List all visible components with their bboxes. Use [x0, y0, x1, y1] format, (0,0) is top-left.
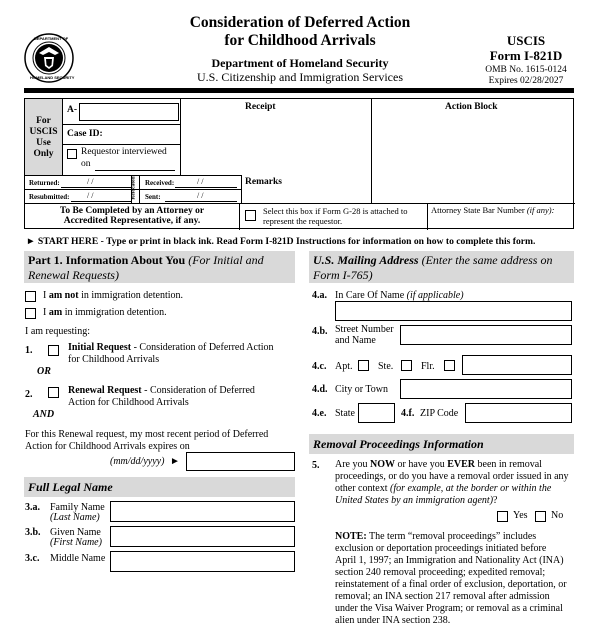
i-am-requesting-label: I am requesting: [25, 326, 90, 337]
attorney-bar-number-field[interactable] [431, 205, 554, 215]
on-date-line [95, 170, 175, 171]
removal-note [335, 531, 567, 627]
for-uscis-use-only: For USCIS Use Only [25, 99, 63, 175]
middle-name-label: Middle Name [50, 553, 106, 564]
item-3c-number: 3.c. [25, 553, 40, 564]
bar-number-hint: (if any): [526, 205, 555, 215]
not-in-detention-label: I am not in immigration detention. [43, 290, 184, 301]
title-line-1: Consideration of Deferred Action [189, 14, 411, 31]
middle-name-input[interactable] [110, 551, 295, 572]
divider [241, 175, 242, 203]
attorney-section-label: To Be Completed by an Attorney or Accredited Representative, if any. [59, 206, 205, 226]
uscis-label: USCIS [506, 33, 546, 48]
state-select[interactable] [358, 403, 395, 423]
note-label: NOTE: [335, 531, 367, 542]
omb-number: OMB No. 1615-0124 [485, 65, 567, 75]
renewal-expiry-text: For this Renewal request, my most recent period of Deferred Action for Childhood Arrivals expires on [25, 429, 269, 452]
item-4d-number: 4.d. [312, 384, 328, 395]
received-label: Received: [145, 179, 175, 187]
case-id-label: Case ID: [67, 129, 103, 139]
divider [427, 203, 428, 230]
city-input[interactable] [400, 379, 572, 399]
renewal-expiry-date-field[interactable] [186, 452, 295, 471]
full-legal-name-heading: Full Legal Name [24, 477, 295, 497]
note-line: April 1, 1997; an Immigration and Nationality Act (INA) [335, 555, 564, 566]
family-name-hint: (Last Name) [50, 512, 100, 523]
divider [63, 124, 180, 125]
seal-text-bottom: HOMELAND SECURITY [30, 75, 75, 80]
flr-checkbox[interactable] [444, 360, 455, 371]
date-line [165, 201, 237, 202]
yes-label: Yes [513, 510, 528, 521]
resubmitted-date: / / [87, 191, 94, 200]
removal-no-checkbox[interactable] [535, 511, 546, 522]
receipt-label: Receipt [245, 102, 276, 112]
care-of-label: In Care Of Name (if applicable) [335, 290, 464, 301]
item-1-number: 1. [25, 345, 33, 356]
apt-checkbox[interactable] [358, 360, 369, 371]
flr-label: Flr. [421, 361, 435, 372]
care-of-name-input[interactable] [335, 301, 572, 321]
received-date: / / [197, 177, 204, 186]
family-name-label: Family Name [50, 502, 105, 513]
form-title [150, 14, 450, 50]
relocated-label: Relocated [131, 175, 140, 203]
item-4f-number: 4.f. [401, 408, 415, 419]
requestor-interviewed-label: Requestor interviewed [81, 147, 167, 157]
removal-yes-checkbox[interactable] [497, 511, 508, 522]
in-detention-checkbox[interactable] [25, 308, 36, 319]
initial-request-label: Initial Request - Consideration of Deferred Action for Childhood Arrivals [68, 342, 274, 365]
note-line: NOTE: The term “removal proceedings” includes [335, 531, 537, 542]
note-line: reinstatement of a final order of exclusion, deportation, or [335, 579, 567, 590]
mailing-address-heading: U.S. Mailing Address (Enter the same address on Form I-765) [309, 251, 574, 283]
city-label: City or Town [335, 384, 389, 395]
resubmitted-label: Resubmitted: [29, 193, 70, 201]
item-4a-number: 4.a. [312, 290, 327, 301]
on-label: on [81, 159, 91, 169]
and-label: AND [33, 409, 55, 420]
start-here-instructions: ► START HERE - Type or print in black ink. Read Form I-821D Instructions for information on how to complete this form. [26, 236, 536, 247]
family-name-input[interactable] [110, 501, 295, 522]
item-4c-number: 4.c. [312, 361, 327, 372]
renewal-request-label: Renewal Request - Consideration of Deferred Action for Childhood Arrivals [68, 385, 255, 408]
date-line [61, 187, 131, 188]
remarks-label: Remarks [245, 177, 282, 187]
state-label: State [335, 408, 355, 419]
item-3a-number: 3.a. [25, 502, 40, 513]
returned-date: / / [87, 177, 94, 186]
sent-date: / / [197, 191, 204, 200]
divider [63, 144, 180, 145]
date-format-hint: (mm/dd/yyyy) [110, 456, 165, 467]
given-name-label: Given Name [50, 527, 101, 538]
divider [25, 203, 575, 204]
expiration-date: Expires 02/28/2027 [488, 76, 564, 86]
note-line: under the Visa Waiver Program; or removal as a criminal [335, 603, 563, 614]
a-number-label: A- [67, 105, 78, 115]
renewal-request-checkbox[interactable] [48, 387, 59, 398]
item-5-number: 5. [312, 460, 320, 471]
agency-name: U.S. Citizenship and Immigration Services [197, 70, 403, 84]
dhs-seal [24, 33, 74, 83]
g28-label: Select this box if Form G-28 is attached to represent the requestor. [263, 206, 408, 226]
in-detention-label: I am in immigration detention. [43, 307, 167, 318]
g28-checkbox[interactable] [245, 210, 256, 221]
office-use-box [24, 98, 574, 229]
form-id-block [476, 33, 576, 87]
item-4b-number: 4.b. [312, 326, 328, 337]
removal-proceedings-heading: Removal Proceedings Information [309, 434, 574, 454]
zip-label: ZIP Code [420, 408, 459, 419]
apt-number-input[interactable] [462, 355, 572, 375]
divider [180, 99, 181, 175]
header-rule [24, 88, 574, 93]
street-input[interactable] [400, 325, 572, 345]
date-line [71, 201, 131, 202]
given-name-input[interactable] [110, 526, 295, 547]
not-in-detention-checkbox[interactable] [25, 291, 36, 302]
divider [239, 203, 240, 230]
department-name: Department of Homeland Security [211, 56, 389, 70]
initial-request-checkbox[interactable] [48, 345, 59, 356]
item-2-number: 2. [25, 389, 33, 400]
apt-label: Apt. [335, 361, 353, 372]
note-line: section 240 removal proceeding; expedited removal; [335, 567, 546, 578]
zip-input[interactable] [465, 403, 572, 423]
note-line: alien under INA section 238. [335, 615, 451, 626]
item-4e-number: 4.e. [312, 408, 327, 419]
removal-question: Are you NOW or have you EVER been in removal proceedings, or do you have a removal order issued in any other context (for example, at the border or within the United States by an immigration agent)? [335, 459, 569, 506]
requestor-interviewed-checkbox[interactable] [67, 149, 77, 159]
action-block-label: Action Block [445, 102, 498, 112]
given-name-hint: (First Name) [50, 537, 102, 548]
no-label: No [551, 510, 564, 521]
date-line [175, 187, 237, 188]
divider [371, 99, 372, 203]
arrow-icon: ► [170, 456, 180, 467]
note-line: removal; an INA section 217 removal after admission [335, 591, 550, 602]
ste-checkbox[interactable] [401, 360, 412, 371]
sent-label: Sent: [145, 193, 161, 201]
a-number-field[interactable] [79, 103, 179, 121]
note-line: exclusion or deportation proceedings initiated before [335, 543, 547, 554]
title-line-2: for Childhood Arrivals [224, 32, 376, 49]
item-3b-number: 3.b. [25, 527, 41, 538]
ste-label: Ste. [378, 361, 394, 372]
bar-number-label: Attorney State Bar Number [431, 205, 525, 215]
returned-label: Returned: [29, 179, 60, 187]
seal-text-top: DEPARTMENT OF [34, 36, 69, 41]
part1-heading: Part 1. Information About You (For Initial and Renewal Requests) [24, 251, 295, 283]
form-number: Form I-821D [489, 48, 563, 63]
street-label: Street Number and Name [335, 324, 394, 346]
or-label: OR [37, 366, 51, 377]
